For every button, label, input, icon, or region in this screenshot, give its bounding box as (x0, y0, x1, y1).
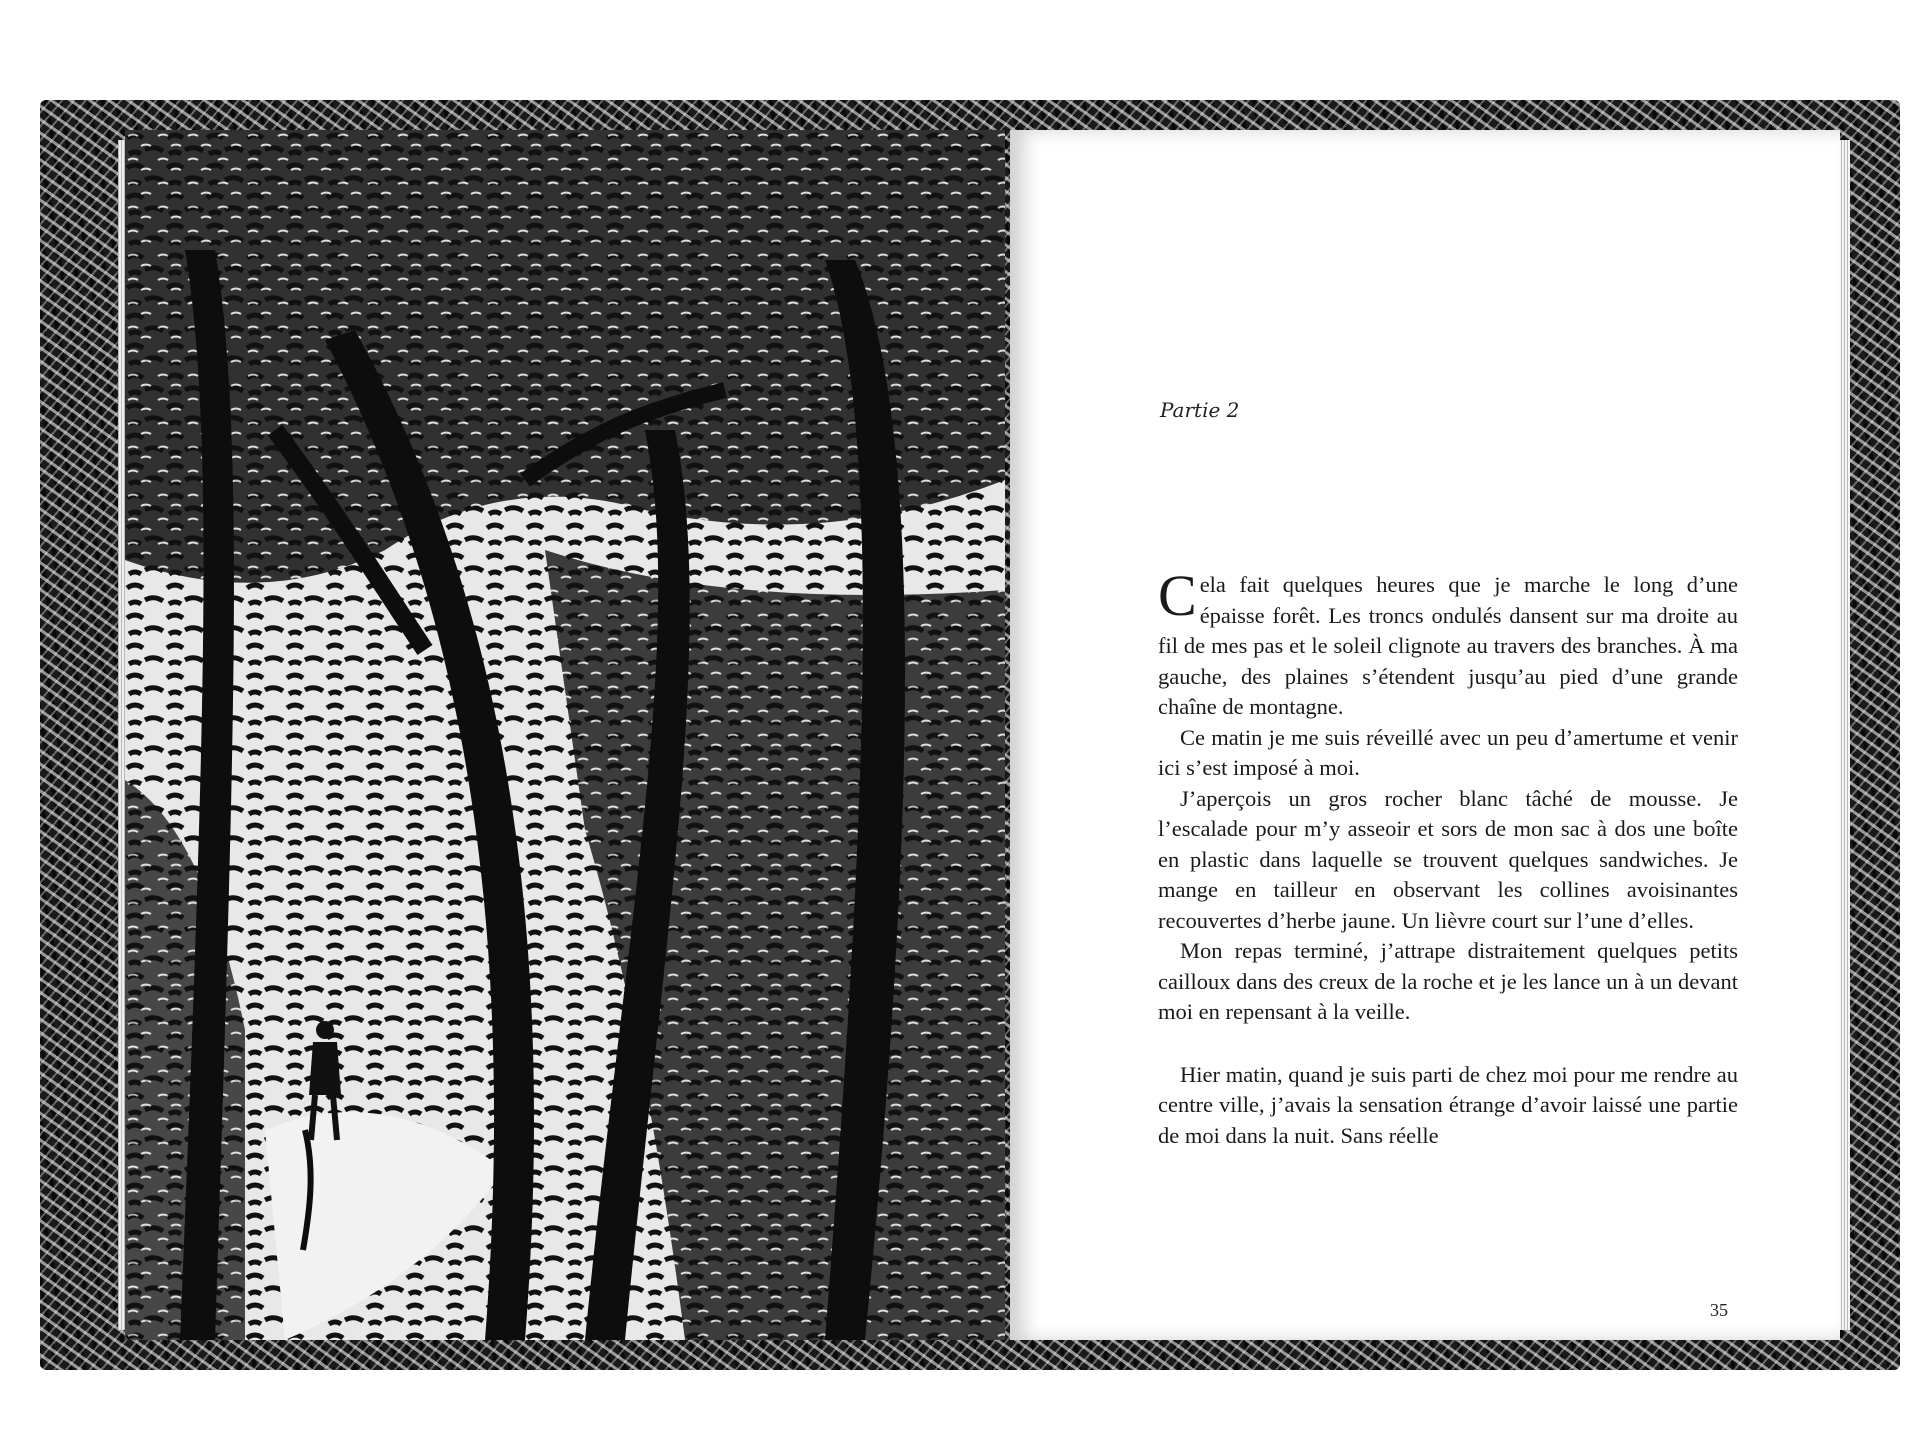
paragraph: Hier matin, quand je suis parti de chez moi pour me rendre au centre ville, j’avais la sensation étrange d’avoir laissé une partie de moi dans la nuit. Sans réelle (1158, 1061, 1738, 1148)
right-page-text (1010, 130, 1840, 1340)
paragraph: Mon repas terminé, j’attrape distraitement quelques petits cailloux dans des creux de la roche et je les lance un à un devant moi en repensant à la veille. (1158, 938, 1738, 1024)
part-title: Partie 2 (1160, 398, 1240, 422)
paragraph-text: ela fait quelques heures que je marche le long d’une épaisse forêt. Les troncs ondulés dansent sur ma droite au fil de mes pas et le soleil clignote au travers des branches. À ma gauche, des plaines s’étendent jusqu’au pied d’une grande chaîne de montagne. (1158, 572, 1738, 719)
drop-cap: C (1158, 563, 1197, 628)
paragraph: J’aperçois un gros rocher blanc tâché de mousse. Je l’escalade pour m’y asseoir et sors de mon sac à dos une boîte en plastic dans laquelle se trouvent quelques sandwiches. Je mange en tailleur en observant les collines avoisinantes recouvertes d’herbe jaune. Un lièvre court sur l’une d’elles. (1158, 785, 1738, 933)
left-page-illustration (125, 130, 1005, 1340)
paragraph (1158, 563, 1738, 723)
open-book (30, 100, 1900, 1370)
page-number: 35 (1710, 1300, 1728, 1320)
paragraph: Ce matin je me suis réveillé avec un peu d’amertume et venir ici s’est imposé à moi. (1158, 724, 1738, 780)
chapter-body (1158, 563, 1738, 1151)
forest-illustration (125, 130, 1005, 1340)
